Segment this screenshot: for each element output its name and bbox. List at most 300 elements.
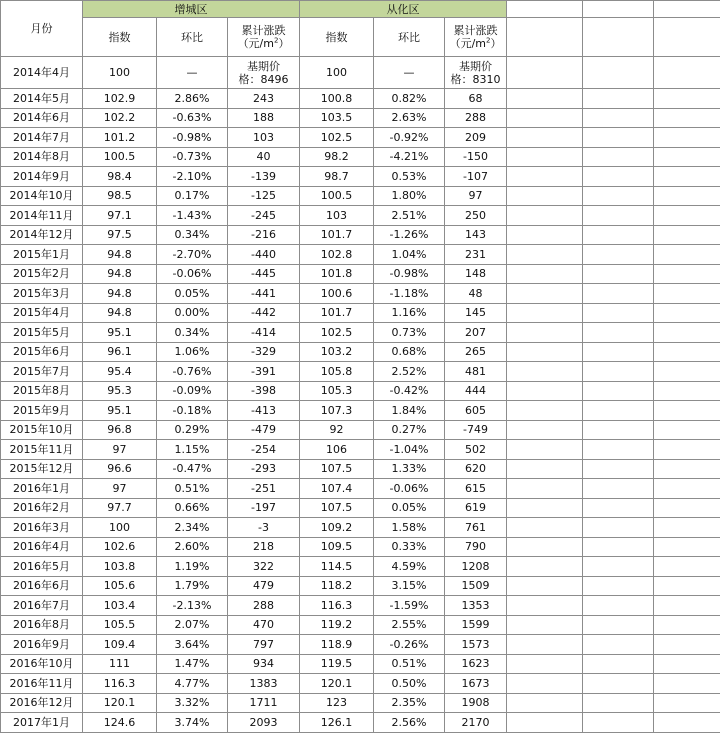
empty-cell[interactable] [654,635,720,655]
mom-cell-b[interactable]: 0.51% [374,654,445,674]
cum-cell-b[interactable]: 615 [445,479,507,499]
index-cell-a[interactable]: 124.6 [83,713,157,733]
index-cell-b[interactable]: 100.6 [300,284,374,304]
cum-cell-b[interactable]: 481 [445,362,507,382]
index-cell-b[interactable]: 120.1 [300,674,374,694]
cum-cell-a[interactable]: -3 [228,518,300,538]
mom-cell-a[interactable]: — [157,57,228,89]
empty-cell[interactable] [507,108,583,128]
base-price-cell-b[interactable] [445,57,507,89]
mom-cell-a[interactable]: 0.17% [157,186,228,206]
empty-cell[interactable] [507,615,583,635]
month-cell[interactable]: 2016年12月 [1,693,83,713]
index-cell-b[interactable]: 98.7 [300,167,374,187]
index-cell-b[interactable]: 98.2 [300,147,374,167]
mom-cell-a[interactable]: -0.18% [157,401,228,421]
empty-cell[interactable] [654,420,720,440]
mom-cell-b[interactable]: 0.73% [374,323,445,343]
mom-cell-a[interactable]: 1.79% [157,576,228,596]
mom-cell-b[interactable]: 2.63% [374,108,445,128]
empty-cell[interactable] [583,18,654,57]
cum-cell-a[interactable]: 479 [228,576,300,596]
cum-cell-b[interactable]: 605 [445,401,507,421]
mom-cell-b[interactable]: 4.59% [374,557,445,577]
cum-header-b[interactable] [445,18,507,57]
mom-cell-a[interactable]: 0.66% [157,498,228,518]
month-cell[interactable]: 2015年10月 [1,420,83,440]
cum-cell-a[interactable]: 218 [228,537,300,557]
index-cell-a[interactable]: 95.3 [83,381,157,401]
cum-cell-b[interactable]: 288 [445,108,507,128]
month-cell[interactable]: 2014年11月 [1,206,83,226]
month-cell[interactable]: 2016年5月 [1,557,83,577]
cum-cell-b[interactable]: 1673 [445,674,507,694]
cum-cell-a[interactable]: -398 [228,381,300,401]
mom-cell-b[interactable]: 1.58% [374,518,445,538]
month-cell[interactable]: 2016年2月 [1,498,83,518]
empty-cell[interactable] [583,479,654,499]
cum-cell-a[interactable]: -254 [228,440,300,460]
empty-cell[interactable] [583,596,654,616]
empty-cell[interactable] [654,518,720,538]
month-cell[interactable]: 2014年9月 [1,167,83,187]
index-cell-a[interactable]: 102.9 [83,89,157,109]
cum-cell-b[interactable]: 265 [445,342,507,362]
index-cell-b[interactable]: 107.3 [300,401,374,421]
index-cell-a[interactable]: 96.1 [83,342,157,362]
empty-cell[interactable] [583,674,654,694]
cum-cell-a[interactable]: 288 [228,596,300,616]
empty-cell[interactable] [507,440,583,460]
cum-cell-b[interactable]: 761 [445,518,507,538]
empty-cell[interactable] [654,264,720,284]
index-cell-b[interactable]: 109.2 [300,518,374,538]
cum-cell-b[interactable]: 1509 [445,576,507,596]
empty-cell[interactable] [507,576,583,596]
index-cell-a[interactable]: 109.4 [83,635,157,655]
index-cell-b[interactable]: 126.1 [300,713,374,733]
cum-cell-b[interactable]: 250 [445,206,507,226]
cum-cell-b[interactable]: 148 [445,264,507,284]
empty-cell[interactable] [583,206,654,226]
empty-cell[interactable] [583,498,654,518]
empty-cell[interactable] [654,18,720,57]
index-cell-b[interactable]: 114.5 [300,557,374,577]
cum-cell-a[interactable]: -251 [228,479,300,499]
index-cell-a[interactable]: 94.8 [83,264,157,284]
index-cell-a[interactable]: 97 [83,440,157,460]
empty-cell[interactable] [583,147,654,167]
empty-cell[interactable] [654,576,720,596]
index-cell-a[interactable]: 102.2 [83,108,157,128]
month-cell[interactable]: 2017年1月 [1,713,83,733]
empty-cell[interactable] [654,479,720,499]
mom-cell-b[interactable]: 0.27% [374,420,445,440]
mom-cell-b[interactable]: 0.50% [374,674,445,694]
empty-cell[interactable] [583,693,654,713]
mom-cell-a[interactable]: 1.15% [157,440,228,460]
mom-cell-b[interactable]: -4.21% [374,147,445,167]
mom-cell-a[interactable]: 1.19% [157,557,228,577]
cum-cell-a[interactable]: -197 [228,498,300,518]
empty-cell[interactable] [583,518,654,538]
cum-cell-a[interactable]: -414 [228,323,300,343]
empty-cell[interactable] [654,440,720,460]
mom-cell-a[interactable]: 0.51% [157,479,228,499]
empty-cell[interactable] [654,537,720,557]
cum-cell-b[interactable]: 48 [445,284,507,304]
index-cell-a[interactable]: 98.4 [83,167,157,187]
cum-cell-a[interactable]: 322 [228,557,300,577]
cum-cell-b[interactable]: -107 [445,167,507,187]
cum-cell-b[interactable]: 1208 [445,557,507,577]
mom-cell-b[interactable]: 0.68% [374,342,445,362]
cum-cell-a[interactable]: -442 [228,303,300,323]
mom-cell-b[interactable]: 0.33% [374,537,445,557]
mom-cell-b[interactable]: 2.56% [374,713,445,733]
cum-cell-a[interactable]: -329 [228,342,300,362]
month-cell[interactable]: 2015年4月 [1,303,83,323]
empty-cell[interactable] [507,342,583,362]
cum-cell-a[interactable]: -441 [228,284,300,304]
index-cell-b[interactable]: 118.9 [300,635,374,655]
index-cell-a[interactable]: 97 [83,479,157,499]
cum-cell-a[interactable]: -445 [228,264,300,284]
empty-cell[interactable] [583,557,654,577]
empty-cell[interactable] [507,18,583,57]
cum-cell-a[interactable]: 243 [228,89,300,109]
month-cell[interactable]: 2016年8月 [1,615,83,635]
empty-cell[interactable] [507,596,583,616]
empty-cell[interactable] [583,323,654,343]
index-cell-a[interactable]: 116.3 [83,674,157,694]
mom-cell-b[interactable]: 1.16% [374,303,445,323]
index-cell-b[interactable]: 116.3 [300,596,374,616]
mom-cell-a[interactable]: 2.34% [157,518,228,538]
empty-cell[interactable] [583,284,654,304]
mom-cell-a[interactable]: 0.05% [157,284,228,304]
mom-cell-b[interactable]: -0.98% [374,264,445,284]
index-cell-a[interactable]: 100 [83,518,157,538]
month-header[interactable]: 月份 [1,1,83,57]
index-cell-a[interactable]: 100.5 [83,147,157,167]
empty-cell[interactable] [583,108,654,128]
index-cell-b[interactable]: 102.8 [300,245,374,265]
cum-cell-a[interactable]: 934 [228,654,300,674]
index-cell-a[interactable]: 98.5 [83,186,157,206]
mom-cell-a[interactable]: -1.43% [157,206,228,226]
mom-cell-a[interactable]: -2.13% [157,596,228,616]
empty-cell[interactable] [583,167,654,187]
empty-cell[interactable] [507,323,583,343]
index-cell-b[interactable]: 102.5 [300,323,374,343]
index-cell-a[interactable]: 102.6 [83,537,157,557]
index-cell-a[interactable]: 100 [83,57,157,89]
index-header-a[interactable]: 指数 [83,18,157,57]
index-cell-b[interactable]: 107.4 [300,479,374,499]
empty-cell[interactable] [507,206,583,226]
empty-cell[interactable] [654,167,720,187]
empty-cell[interactable] [654,615,720,635]
empty-cell[interactable] [507,89,583,109]
cum-cell-b[interactable]: 231 [445,245,507,265]
district-header-zengcheng[interactable]: 增城区 [83,1,300,18]
index-cell-a[interactable]: 94.8 [83,245,157,265]
empty-cell[interactable] [507,381,583,401]
empty-cell[interactable] [654,1,720,18]
mom-cell-a[interactable]: -0.09% [157,381,228,401]
index-cell-a[interactable]: 95.1 [83,401,157,421]
empty-cell[interactable] [507,693,583,713]
empty-cell[interactable] [583,89,654,109]
empty-cell[interactable] [654,225,720,245]
month-cell[interactable]: 2016年7月 [1,596,83,616]
month-cell[interactable]: 2015年2月 [1,264,83,284]
cum-cell-b[interactable]: 68 [445,89,507,109]
empty-cell[interactable] [507,284,583,304]
empty-cell[interactable] [654,323,720,343]
month-cell[interactable]: 2015年11月 [1,440,83,460]
index-cell-b[interactable]: 101.8 [300,264,374,284]
mom-cell-a[interactable]: -0.76% [157,362,228,382]
index-cell-b[interactable]: 118.2 [300,576,374,596]
mom-cell-b[interactable]: 2.52% [374,362,445,382]
base-price-cell-a[interactable] [228,57,300,89]
mom-cell-b[interactable]: 1.33% [374,459,445,479]
cum-cell-a[interactable]: -391 [228,362,300,382]
index-cell-a[interactable]: 96.6 [83,459,157,479]
empty-cell[interactable] [507,401,583,421]
index-cell-a[interactable]: 120.1 [83,693,157,713]
cum-cell-b[interactable]: 145 [445,303,507,323]
cum-cell-a[interactable]: -440 [228,245,300,265]
empty-cell[interactable] [507,654,583,674]
mom-cell-b[interactable]: 2.51% [374,206,445,226]
cum-cell-b[interactable]: 1908 [445,693,507,713]
empty-cell[interactable] [507,1,583,18]
empty-cell[interactable] [507,518,583,538]
month-cell[interactable]: 2016年6月 [1,576,83,596]
empty-cell[interactable] [507,225,583,245]
cum-cell-a[interactable]: 40 [228,147,300,167]
index-cell-b[interactable]: 100.5 [300,186,374,206]
cum-cell-b[interactable]: 1353 [445,596,507,616]
empty-cell[interactable] [507,167,583,187]
empty-cell[interactable] [654,596,720,616]
empty-cell[interactable] [583,459,654,479]
mom-cell-a[interactable]: 1.06% [157,342,228,362]
cum-cell-b[interactable]: 620 [445,459,507,479]
cum-header-a[interactable] [228,18,300,57]
empty-cell[interactable] [654,362,720,382]
month-cell[interactable]: 2014年7月 [1,128,83,148]
index-cell-b[interactable]: 100.8 [300,89,374,109]
empty-cell[interactable] [654,245,720,265]
empty-cell[interactable] [507,245,583,265]
cum-cell-a[interactable]: 2093 [228,713,300,733]
cum-cell-a[interactable]: -125 [228,186,300,206]
empty-cell[interactable] [507,303,583,323]
empty-cell[interactable] [654,342,720,362]
cum-cell-b[interactable]: 1623 [445,654,507,674]
cum-cell-b[interactable]: 97 [445,186,507,206]
mom-cell-b[interactable]: 1.80% [374,186,445,206]
empty-cell[interactable] [507,479,583,499]
mom-cell-a[interactable]: -2.70% [157,245,228,265]
cum-cell-a[interactable]: 188 [228,108,300,128]
empty-cell[interactable] [583,420,654,440]
month-cell[interactable]: 2016年1月 [1,479,83,499]
empty-cell[interactable] [654,284,720,304]
cum-cell-b[interactable]: 209 [445,128,507,148]
cum-cell-a[interactable]: -216 [228,225,300,245]
empty-cell[interactable] [583,440,654,460]
mom-cell-b[interactable]: -0.92% [374,128,445,148]
month-cell[interactable]: 2015年9月 [1,401,83,421]
month-cell[interactable]: 2014年4月 [1,57,83,89]
cum-cell-a[interactable]: -293 [228,459,300,479]
month-cell[interactable]: 2015年1月 [1,245,83,265]
empty-cell[interactable] [654,381,720,401]
mom-cell-a[interactable]: 4.77% [157,674,228,694]
index-cell-b[interactable]: 123 [300,693,374,713]
empty-cell[interactable] [583,57,654,89]
index-cell-b[interactable]: 100 [300,57,374,89]
cum-cell-b[interactable]: 790 [445,537,507,557]
mom-cell-a[interactable]: 1.47% [157,654,228,674]
index-cell-b[interactable]: 101.7 [300,303,374,323]
empty-cell[interactable] [654,713,720,733]
month-cell[interactable]: 2015年7月 [1,362,83,382]
cum-cell-b[interactable]: 207 [445,323,507,343]
mom-header-a[interactable]: 环比 [157,18,228,57]
index-cell-a[interactable]: 97.5 [83,225,157,245]
empty-cell[interactable] [583,186,654,206]
cum-cell-a[interactable]: 797 [228,635,300,655]
index-cell-b[interactable]: 102.5 [300,128,374,148]
month-cell[interactable]: 2016年9月 [1,635,83,655]
empty-cell[interactable] [583,303,654,323]
mom-cell-a[interactable]: 3.64% [157,635,228,655]
mom-cell-a[interactable]: 0.00% [157,303,228,323]
cum-cell-a[interactable]: 103 [228,128,300,148]
empty-cell[interactable] [583,713,654,733]
empty-cell[interactable] [654,401,720,421]
mom-cell-b[interactable]: 1.04% [374,245,445,265]
mom-cell-a[interactable]: -0.47% [157,459,228,479]
cum-cell-a[interactable]: 1383 [228,674,300,694]
index-cell-a[interactable]: 111 [83,654,157,674]
mom-cell-a[interactable]: -0.06% [157,264,228,284]
mom-cell-b[interactable]: -1.26% [374,225,445,245]
month-cell[interactable]: 2014年5月 [1,89,83,109]
index-cell-a[interactable]: 96.8 [83,420,157,440]
cum-cell-a[interactable]: -479 [228,420,300,440]
cum-cell-b[interactable]: -749 [445,420,507,440]
cum-cell-b[interactable]: -150 [445,147,507,167]
empty-cell[interactable] [583,401,654,421]
empty-cell[interactable] [583,1,654,18]
index-cell-a[interactable]: 101.2 [83,128,157,148]
index-cell-a[interactable]: 95.4 [83,362,157,382]
mom-cell-a[interactable]: 2.07% [157,615,228,635]
empty-cell[interactable] [654,206,720,226]
empty-cell[interactable] [583,537,654,557]
mom-cell-b[interactable]: 2.35% [374,693,445,713]
index-cell-b[interactable]: 101.7 [300,225,374,245]
mom-cell-b[interactable]: -1.18% [374,284,445,304]
index-cell-b[interactable]: 107.5 [300,459,374,479]
index-cell-a[interactable]: 95.1 [83,323,157,343]
empty-cell[interactable] [583,381,654,401]
index-cell-b[interactable]: 109.5 [300,537,374,557]
mom-cell-b[interactable]: 1.84% [374,401,445,421]
month-cell[interactable]: 2015年8月 [1,381,83,401]
mom-cell-a[interactable]: -0.73% [157,147,228,167]
mom-cell-b[interactable]: -0.06% [374,479,445,499]
empty-cell[interactable] [507,57,583,89]
mom-cell-b[interactable]: 0.05% [374,498,445,518]
empty-cell[interactable] [583,245,654,265]
month-cell[interactable]: 2016年4月 [1,537,83,557]
cum-cell-b[interactable]: 444 [445,381,507,401]
cum-cell-a[interactable]: -245 [228,206,300,226]
index-header-b[interactable]: 指数 [300,18,374,57]
mom-cell-a[interactable]: 2.60% [157,537,228,557]
empty-cell[interactable] [654,186,720,206]
mom-cell-a[interactable]: 0.34% [157,323,228,343]
mom-cell-b[interactable]: -0.42% [374,381,445,401]
index-cell-b[interactable]: 103 [300,206,374,226]
mom-cell-a[interactable]: 0.34% [157,225,228,245]
month-cell[interactable]: 2015年3月 [1,284,83,304]
empty-cell[interactable] [654,654,720,674]
mom-cell-a[interactable]: -0.63% [157,108,228,128]
cum-cell-a[interactable]: 470 [228,615,300,635]
month-cell[interactable]: 2015年12月 [1,459,83,479]
month-cell[interactable]: 2016年10月 [1,654,83,674]
empty-cell[interactable] [654,674,720,694]
index-cell-b[interactable]: 119.2 [300,615,374,635]
cum-cell-a[interactable]: -413 [228,401,300,421]
empty-cell[interactable] [507,537,583,557]
empty-cell[interactable] [507,264,583,284]
empty-cell[interactable] [654,108,720,128]
month-cell[interactable]: 2014年8月 [1,147,83,167]
mom-cell-a[interactable]: 3.32% [157,693,228,713]
empty-cell[interactable] [654,147,720,167]
index-cell-b[interactable]: 103.5 [300,108,374,128]
month-cell[interactable]: 2016年11月 [1,674,83,694]
cum-cell-b[interactable]: 1573 [445,635,507,655]
empty-cell[interactable] [583,615,654,635]
index-cell-b[interactable]: 106 [300,440,374,460]
mom-cell-b[interactable]: 0.53% [374,167,445,187]
mom-cell-a[interactable]: 2.86% [157,89,228,109]
index-cell-b[interactable]: 105.8 [300,362,374,382]
cum-cell-b[interactable]: 1599 [445,615,507,635]
empty-cell[interactable] [583,576,654,596]
month-cell[interactable]: 2014年12月 [1,225,83,245]
empty-cell[interactable] [654,303,720,323]
index-cell-a[interactable]: 97.7 [83,498,157,518]
mom-cell-b[interactable]: -1.04% [374,440,445,460]
cum-cell-a[interactable]: 1711 [228,693,300,713]
empty-cell[interactable] [583,264,654,284]
index-cell-a[interactable]: 103.4 [83,596,157,616]
index-cell-b[interactable]: 103.2 [300,342,374,362]
empty-cell[interactable] [507,713,583,733]
